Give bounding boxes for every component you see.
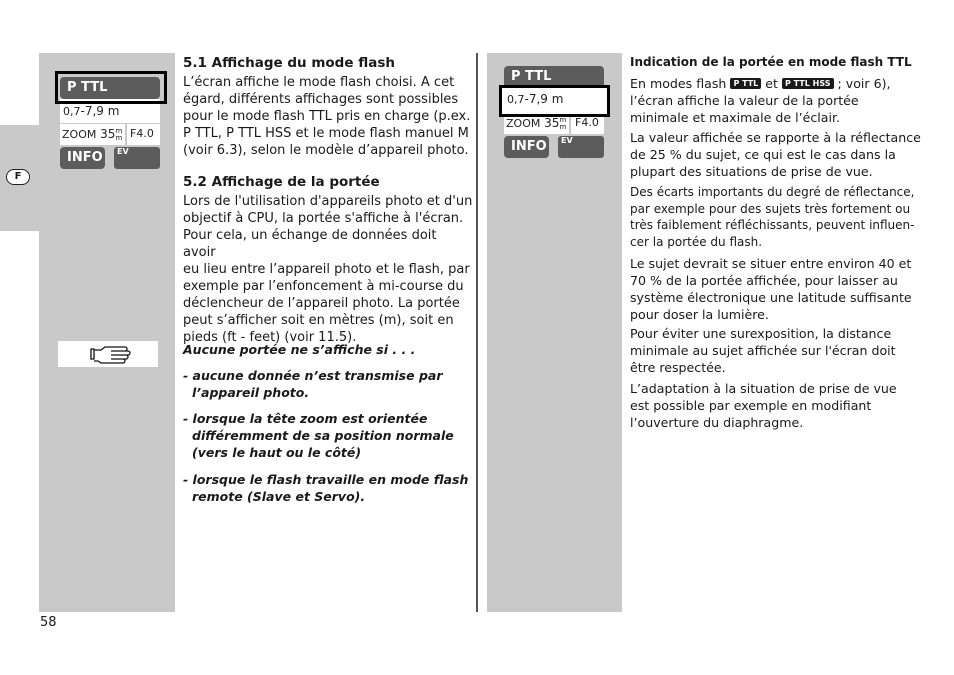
- note-line: (vers le haut ou le côté): [192, 445, 362, 460]
- zoom-readout: [506, 116, 566, 131]
- text-line: plupart des situations de prise de vue.: [630, 164, 873, 179]
- text-span: et: [765, 76, 778, 91]
- text-line: P TTL, P TTL HSS et le mode flash manuel M: [183, 126, 469, 141]
- text-line: est possible par exemple en modifiant: [630, 398, 872, 413]
- range-min: 0,7: [63, 105, 81, 118]
- zoom-value: 35: [100, 127, 116, 141]
- pointing-hand-icon: [58, 341, 158, 367]
- mode-badge: P TTL: [504, 66, 604, 88]
- right-paragraph-3: [630, 184, 930, 250]
- note-item-2: [183, 410, 473, 461]
- right-paragraph-4: [630, 255, 930, 323]
- text-line: 70 % de la portée affichée, pour laisser au: [630, 273, 898, 288]
- range-min: 0,7: [507, 93, 525, 106]
- note-line: - lorsque la tête zoom est orientée: [183, 411, 428, 426]
- note-line: l’appareil photo.: [192, 385, 310, 400]
- aperture-value: F4.0: [130, 127, 154, 140]
- zoom-label: ZOOM: [506, 117, 541, 130]
- section-5-2-heading: 5.2 Affichage de la portée: [183, 174, 380, 190]
- note-line: remote (Slave et Servo).: [192, 489, 366, 504]
- right-paragraph-1: [630, 75, 930, 126]
- mode-badge: P TTL: [60, 77, 160, 99]
- text-span: ; voir 6),: [837, 76, 891, 91]
- text-line: objectif à CPU, la portée s'affiche à l'écran.: [183, 211, 464, 226]
- text-line: cer la portée du flash.: [630, 234, 763, 249]
- note-item-1: [183, 367, 473, 401]
- text-line: Pour éviter une surexposition, la distance: [630, 326, 892, 341]
- zoom-label: ZOOM: [62, 128, 97, 141]
- right-paragraph-2: [630, 129, 930, 180]
- note-icon-box: [58, 341, 158, 367]
- zoom-unit-bottom: m: [559, 123, 567, 131]
- text-line: [630, 75, 930, 92]
- text-line: égard, différents affichages sont possibles: [183, 92, 459, 107]
- text-line: peut s’afficher soit en mètres (m), soit en: [183, 313, 454, 328]
- mode-tag-pttl: P TTL: [730, 78, 761, 89]
- right-paragraph-6: [630, 380, 930, 431]
- zoom-unit-bottom: m: [115, 134, 123, 142]
- zoom-readout: [62, 127, 122, 142]
- text-line: l’écran affiche la valeur de la portée: [630, 93, 859, 108]
- text-line: Le sujet devrait se situer entre environ 40 et: [630, 256, 912, 271]
- range-max: -7,9 m: [80, 104, 120, 118]
- section-5-1-body: [183, 74, 473, 159]
- text-line: pieds (ft - feet) (voir 11.5).: [183, 330, 357, 345]
- note-line: - aucune donnée n’est transmise par: [183, 368, 443, 383]
- note-line: différemment de sa position normale: [192, 428, 454, 443]
- info-button: INFO: [60, 147, 105, 169]
- text-span: En modes flash: [630, 76, 727, 91]
- section-5-2-body: [183, 193, 473, 346]
- zoom-unit-top: m: [559, 116, 567, 124]
- range-max: -7,9 m: [524, 92, 564, 106]
- section-5-1-heading: 5.1 Affichage du mode flash: [183, 55, 395, 71]
- text-line: eu lieu entre l’appareil photo et le flash, par: [183, 262, 470, 277]
- text-line: (voir 6.3), selon le modèle d’appareil photo.: [183, 143, 469, 158]
- ev-button: EV: [114, 147, 160, 169]
- text-line: de 25 % du sujet, ce qui est le cas dans la: [630, 147, 896, 162]
- text-line: très faiblement réfléchissants, peuvent influen-: [630, 218, 915, 232]
- mode-tag-pttl-hss: P TTL HSS: [782, 78, 834, 89]
- ev-button: EV: [558, 136, 604, 158]
- text-line: exemple par l’enfoncement à mi-course du: [183, 279, 464, 294]
- aperture-value: F4.0: [575, 116, 599, 129]
- language-label: F: [6, 169, 30, 185]
- note-line: - lorsque le flash travaille en mode flash: [183, 472, 469, 487]
- page-number: 58: [40, 615, 57, 630]
- text-line: minimale et maximale de l’éclair.: [630, 110, 841, 125]
- text-line: être respectée.: [630, 360, 726, 375]
- text-line: déclencheur de l’appareil photo. La portée: [183, 296, 460, 311]
- text-line: L’écran affiche le mode flash choisi. A cet: [183, 75, 455, 90]
- text-line: minimale au sujet affichée sur l'écran doit: [630, 343, 896, 358]
- column-divider: [476, 53, 478, 612]
- note-item-3: [183, 471, 473, 505]
- text-line: l’ouverture du diaphragme.: [630, 415, 804, 430]
- info-button: INFO: [504, 136, 549, 158]
- text-line: L’adaptation à la situation de prise de vue: [630, 381, 897, 396]
- text-line: Pour cela, un échange de données doit avoir: [183, 228, 437, 260]
- zoom-value: 35: [544, 116, 560, 130]
- text-line: par exemple pour des sujets très fortement ou: [630, 201, 911, 216]
- text-line: Lors de l'utilisation d'appareils photo et d'un: [183, 194, 473, 209]
- right-paragraph-5: [630, 325, 930, 376]
- text-line: Des écarts importants du degré de réflectance,: [630, 185, 915, 199]
- right-heading: Indication de la portée en mode flash TTL: [630, 55, 912, 69]
- text-line: La valeur affichée se rapporte à la réflectance: [630, 130, 921, 145]
- text-line: pour le mode flash TTL pris en charge (p.ex.: [183, 109, 471, 124]
- zoom-unit-top: m: [115, 127, 123, 135]
- text-line: pour doser la lumière.: [630, 307, 769, 322]
- note-title: Aucune portée ne s’affiche si . . .: [183, 342, 416, 357]
- text-line: système électronique une latitude suffisante: [630, 290, 912, 305]
